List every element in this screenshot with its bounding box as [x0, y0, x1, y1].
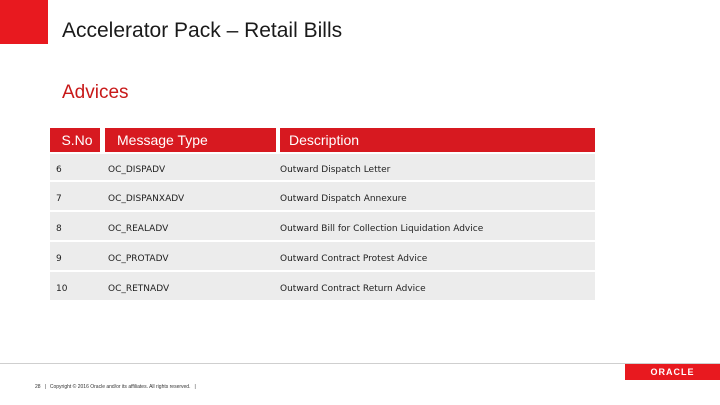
cell-description: Outward Contract Protest Advice — [280, 254, 428, 264]
cell-description: Outward Dispatch Letter — [280, 165, 391, 175]
cell-message-type: OC_REALADV — [108, 224, 169, 234]
section-heading: Advices — [62, 82, 129, 103]
footer — [35, 384, 200, 390]
table-row — [50, 182, 595, 210]
copyright-text: Copyright © 2016 Oracle and/or its affiliates. All rights reserved. — [49, 384, 191, 390]
table-row — [50, 242, 595, 270]
table-header-row — [50, 128, 595, 152]
cell-sno: 7 — [56, 194, 62, 204]
table-row — [50, 272, 595, 300]
slide-title: Accelerator Pack – Retail Bills — [62, 19, 343, 42]
cell-message-type: OC_RETNADV — [108, 284, 170, 294]
header-sno: S.No — [50, 128, 100, 152]
cell-sno: 10 — [56, 284, 68, 294]
page-number: 28 — [35, 384, 41, 390]
table-row — [50, 154, 595, 180]
header-message-type: Message Type — [105, 128, 276, 152]
cell-sno: 6 — [56, 165, 62, 175]
cell-sno: 9 — [56, 254, 62, 264]
cell-description: Outward Dispatch Annexure — [280, 194, 407, 204]
oracle-logo: ORACLE — [625, 364, 720, 380]
footer-separator: | — [44, 384, 46, 390]
title-accent-bar — [0, 0, 48, 44]
cell-sno: 8 — [56, 224, 62, 234]
table-body — [50, 154, 595, 300]
footer-separator: | — [194, 384, 196, 390]
table-row — [50, 212, 595, 240]
header-description: Description — [280, 128, 595, 152]
cell-message-type: OC_DISPADV — [108, 165, 166, 175]
advices-table — [50, 128, 595, 302]
cell-description: Outward Bill for Collection Liquidation Advice — [280, 224, 484, 234]
cell-description: Outward Contract Return Advice — [280, 284, 426, 294]
cell-message-type: OC_DISPANXADV — [108, 194, 185, 204]
cell-message-type: OC_PROTADV — [108, 254, 169, 264]
footer-divider — [0, 363, 720, 364]
